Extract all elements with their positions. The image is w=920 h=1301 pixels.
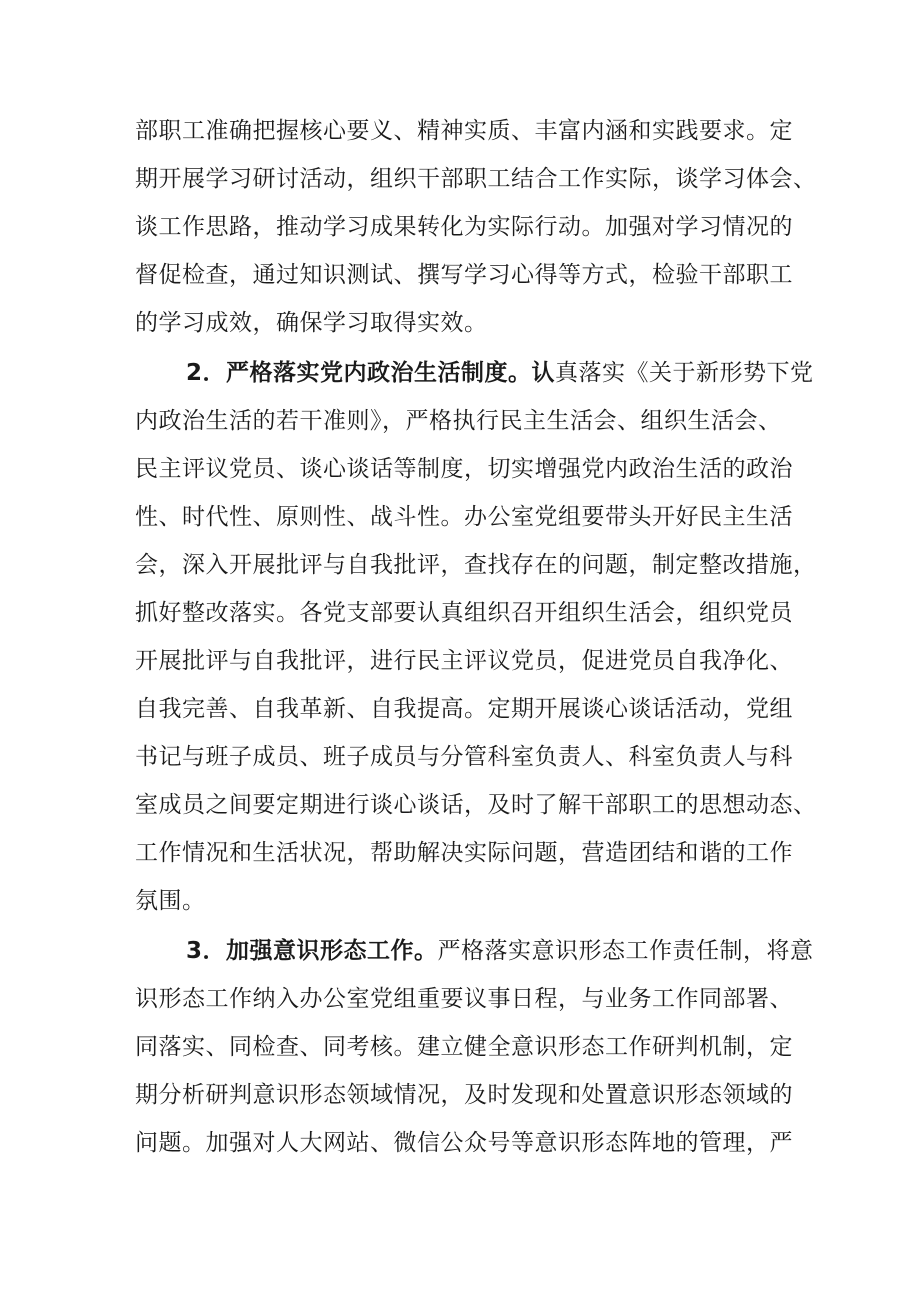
- text-line: 的学习成效，确保学习取得实效。: [135, 310, 488, 336]
- text-line: 同落实、同检查、同考核。建立健全意识形态工作研判机制，定: [135, 1034, 793, 1060]
- text-line: 内政治生活的若干准则》，严格执行民主生活会、组织生活会、: [135, 408, 782, 434]
- text-line: 部职工准确把握核心要义、精神实质、丰富内涵和实践要求。定: [135, 118, 793, 144]
- section-3-first-line: [186, 936, 814, 966]
- text-line: 自我完善、自我革新、自我提高。定期开展谈心谈话活动，党组: [135, 696, 793, 722]
- text-line: 工作情况和生活状况，帮助解决实际问题，营造团结和谐的工作: [135, 840, 793, 866]
- text-line: 期分析研判意识形态领域情况，及时发现和处置意识形态领域的: [135, 1082, 793, 1108]
- text-line: 性、时代性、原则性、战斗性。办公室党组要带头开好民主生活: [135, 504, 793, 530]
- text-line: 氛围。: [135, 888, 206, 914]
- section-3-first-line-text: 严格落实意识形态工作责任制，将意: [437, 938, 814, 964]
- text-line: 民主评议党员、谈心谈话等制度，切实增强党内政治生活的政治: [135, 456, 793, 482]
- text-line: 期开展学习研讨活动，组织干部职工结合工作实际，谈学习体会、: [135, 166, 817, 192]
- text-line: 问题。加强对人大网站、微信公众号等意识形态阵地的管理，严: [135, 1130, 793, 1156]
- section-2-first-line: [186, 358, 814, 388]
- section-3-heading: 3．加强意识形态工作。: [186, 938, 438, 964]
- text-line: 谈工作思路，推动学习成果转化为实际行动。加强对学习情况的: [135, 214, 793, 240]
- text-line: 识形态工作纳入办公室党组重要议事日程，与业务工作同部署、: [135, 986, 793, 1012]
- text-line: 会，深入开展批评与自我批评，查找存在的问题，制定整改措施，: [135, 552, 817, 578]
- text-line: 开展批评与自我批评，进行民主评议党员，促进党员自我净化、: [135, 648, 793, 674]
- text-line: 督促检查，通过知识测试、撰写学习心得等方式，检验干部职工: [135, 262, 793, 288]
- section-2-heading: 2．严格落实党内政治生活制度。认: [186, 360, 556, 386]
- section-2-first-line-text: 真落实《关于新形势下党: [555, 360, 814, 386]
- text-line: 室成员之间要定期进行谈心谈话，及时了解干部职工的思想动态、: [135, 792, 817, 818]
- text-line: 书记与班子成员、班子成员与分管科室负责人、科室负责人与科: [135, 744, 793, 770]
- text-line: 抓好整改落实。各党支部要认真组织召开组织生活会，组织党员: [135, 600, 793, 626]
